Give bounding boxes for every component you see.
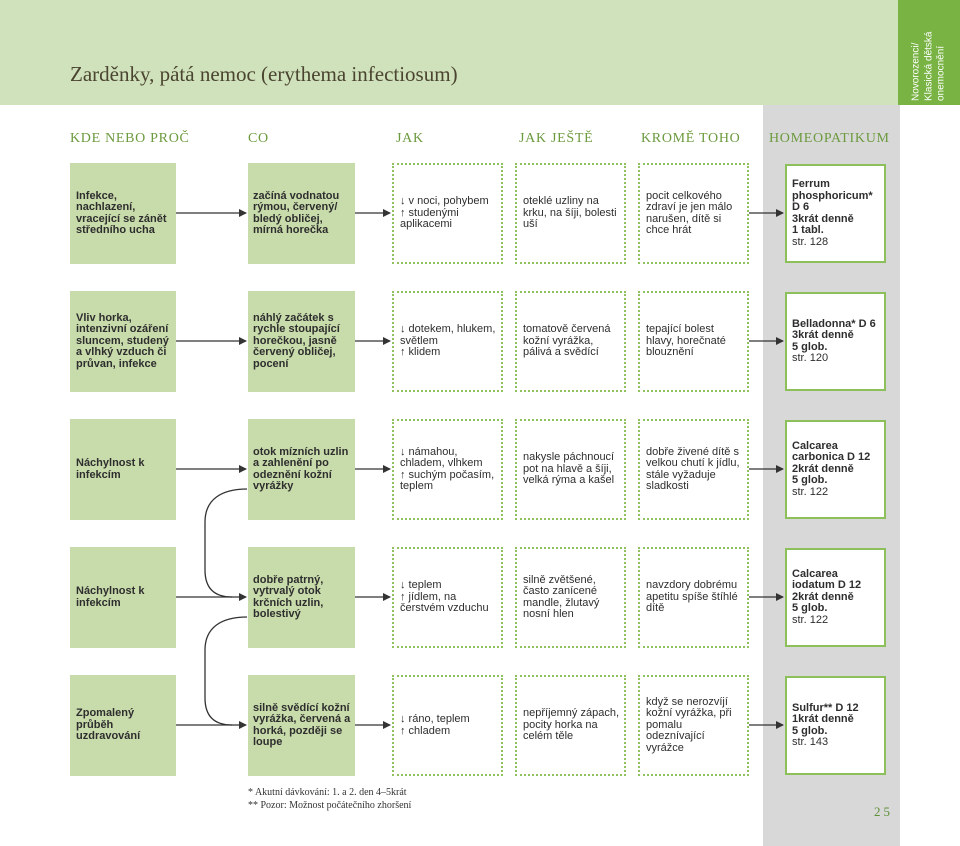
other-sign-text: navzdory dobrému apetitu spíše štíhlé dítě — [646, 579, 738, 615]
worse-text: ↓ dotekem, hlukem, světlem — [400, 323, 496, 347]
symptom-box — [248, 163, 355, 264]
additional-symptom-text: tomatově červená kožní vyrážka, pálivá a svědící — [523, 323, 611, 359]
header-band — [0, 0, 898, 105]
worse-text: ↓ teplem — [400, 579, 442, 592]
remedy-name: Sulfur** D 12 — [792, 701, 859, 714]
remedy-name: Belladonna* D 6 — [792, 317, 876, 330]
remedy-box — [785, 420, 886, 519]
page-reference: str. 120 — [792, 352, 829, 364]
footnotes — [248, 786, 411, 812]
symptom-box — [248, 291, 355, 392]
additional-symptom-box — [515, 547, 626, 648]
symptom-text: dobře patrný, vytrvalý otok krčních uzlin, bolestivý — [253, 573, 324, 620]
cause-box — [70, 163, 176, 264]
section-tab — [898, 0, 960, 105]
modality-box — [392, 291, 503, 392]
remedy-name: Ferrum phosphoricum* D 6 — [792, 178, 873, 213]
remedy-box — [785, 548, 886, 647]
remedy-amount: 5 glob. — [792, 602, 828, 615]
table-row — [0, 419, 900, 520]
remedy-box — [785, 164, 886, 263]
additional-symptom-box — [515, 675, 626, 776]
modality-box — [392, 163, 503, 264]
additional-symptom-text: silně zvětšené, často zanícené mandle, žlutavý nosní hlen — [523, 573, 600, 620]
symptom-box — [248, 675, 355, 776]
other-sign-box — [638, 675, 749, 776]
cause-box — [70, 675, 176, 776]
remedy-amount: 5 glob. — [792, 724, 828, 737]
cause-box — [70, 419, 176, 520]
worse-text: ↓ v noci, pohybem — [400, 195, 489, 208]
additional-symptom-box — [515, 419, 626, 520]
column-header-remedy: HOMEOPATIKUM — [769, 131, 890, 146]
other-sign-box — [638, 163, 749, 264]
better-text: ↑ jídlem, na čerstvém vzduchu — [400, 590, 489, 615]
other-sign-text: tepající bolest hlavy, horečnaté blouznění — [646, 323, 726, 359]
page-reference: str. 122 — [792, 485, 829, 498]
section-tab-line: Klasická dětská — [922, 31, 934, 101]
cause-text: Infekce, nachlazení, vracející se zánět středního ucha — [76, 189, 167, 236]
symptom-text: náhlý začátek s rychle stoupající horečkou, jasně červený obličej, pocení — [253, 311, 340, 370]
modality-box — [392, 419, 503, 520]
other-sign-text: dobře živené dítě s velkou chutí k jídlu, stále vyžaduje sladkosti — [646, 445, 740, 492]
better-text: ↑ suchým počasím, teplem — [400, 468, 495, 492]
column-header-what: CO — [248, 131, 269, 146]
cause-text: Zpomalený průběh uzdravování — [76, 707, 141, 743]
other-sign-text: pocit celkového zdraví je jen málo narušen, dítě si chce hrát — [646, 189, 733, 236]
worse-text: ↓ ráno, teplem — [400, 713, 470, 725]
other-sign-box — [638, 291, 749, 392]
symptom-text: začíná vodnatou rýmou, červený/ bledý obličej, mírná horečka — [253, 189, 340, 236]
remedy-name: Calcarea iodatum D 12 — [792, 567, 862, 592]
modality-box — [392, 547, 503, 648]
table-row — [0, 547, 900, 648]
table-row — [0, 163, 900, 264]
remedy-amount: 5 glob. — [792, 474, 828, 487]
footnote: * Akutní dávkování: 1. a 2. den 4–5krát — [248, 787, 407, 798]
remedy-amount: 5 glob. — [792, 340, 828, 353]
cause-box — [70, 291, 176, 392]
better-text: ↑ klidem — [400, 346, 441, 359]
additional-symptom-text: oteklé uzliny na krku, na šíji, bolesti uší — [523, 195, 617, 231]
other-sign-text: když se nerozvíjí kožní vyrážka, při pomalu odeznívající vyrážce — [646, 695, 732, 754]
footnote: ** Pozor: Možnost počátečního zhoršení — [248, 800, 412, 811]
column-header-how-more: JAK JEŠTĚ — [519, 131, 594, 146]
section-tab-line: Novorozenci/ — [910, 42, 922, 101]
table-row — [0, 675, 900, 776]
additional-symptom-text: nakysle páchnoucí pot na hlavě a šíji, velká rýma a kašel — [523, 451, 615, 487]
remedy-dose: 3krát denně — [792, 329, 854, 341]
additional-symptom-box — [515, 291, 626, 392]
remedy-dose: 3krát denně — [792, 212, 854, 225]
additional-symptom-text: nepříjemný zápach, pocity horka na celém těle — [523, 707, 619, 743]
page-reference: str. 143 — [792, 736, 829, 748]
symptom-text: silně svědící kožní vyrážka, červená a horká, později se loupe — [253, 701, 351, 748]
column-header-cause: KDE NEBO PROČ — [70, 131, 190, 146]
cause-text: Vliv horka, intenzivní ozáření sluncem, studený a vlhký vzduch či průvan, infekce — [76, 311, 169, 370]
table-row — [0, 291, 900, 392]
remedy-dose: 1krát denně — [792, 713, 854, 725]
symptom-text: otok mízních uzlin a zahlenění po odeznění kožní vyrážky — [253, 445, 349, 492]
better-text: ↑ studenými aplikacemi — [400, 206, 459, 231]
column-header-how: JAK — [396, 131, 424, 146]
additional-symptom-box — [515, 163, 626, 264]
worse-text: ↓ námahou, chladem, vlhkem — [400, 445, 483, 469]
page-number: 25 — [874, 804, 893, 819]
modality-box — [392, 675, 503, 776]
remedy-box — [785, 676, 886, 775]
remedy-dose: 2krát denně — [792, 590, 854, 603]
section-tab-line: onemocnění — [935, 45, 947, 101]
better-text: ↑ chladem — [400, 724, 451, 737]
symptom-box — [248, 547, 355, 648]
cause-text: Náchylnost k infekcím — [76, 585, 145, 609]
remedy-name: Calcarea carbonica D 12 — [792, 439, 871, 464]
other-sign-box — [638, 547, 749, 648]
page-title: Zarděnky, pátá nemoc (erythema infectiosum) — [70, 62, 458, 86]
remedy-amount: 1 tabl. — [792, 224, 824, 236]
page-reference: str. 128 — [792, 235, 829, 248]
section-tab-label — [910, 5, 948, 101]
other-sign-box — [638, 419, 749, 520]
cause-box — [70, 547, 176, 648]
remedy-box — [785, 292, 886, 391]
column-header-besides: KROMĚ TOHO — [641, 131, 741, 146]
remedy-dose: 2krát denně — [792, 462, 854, 475]
symptom-box — [248, 419, 355, 520]
page-reference: str. 122 — [792, 613, 829, 626]
cause-text: Náchylnost k infekcím — [76, 457, 145, 481]
